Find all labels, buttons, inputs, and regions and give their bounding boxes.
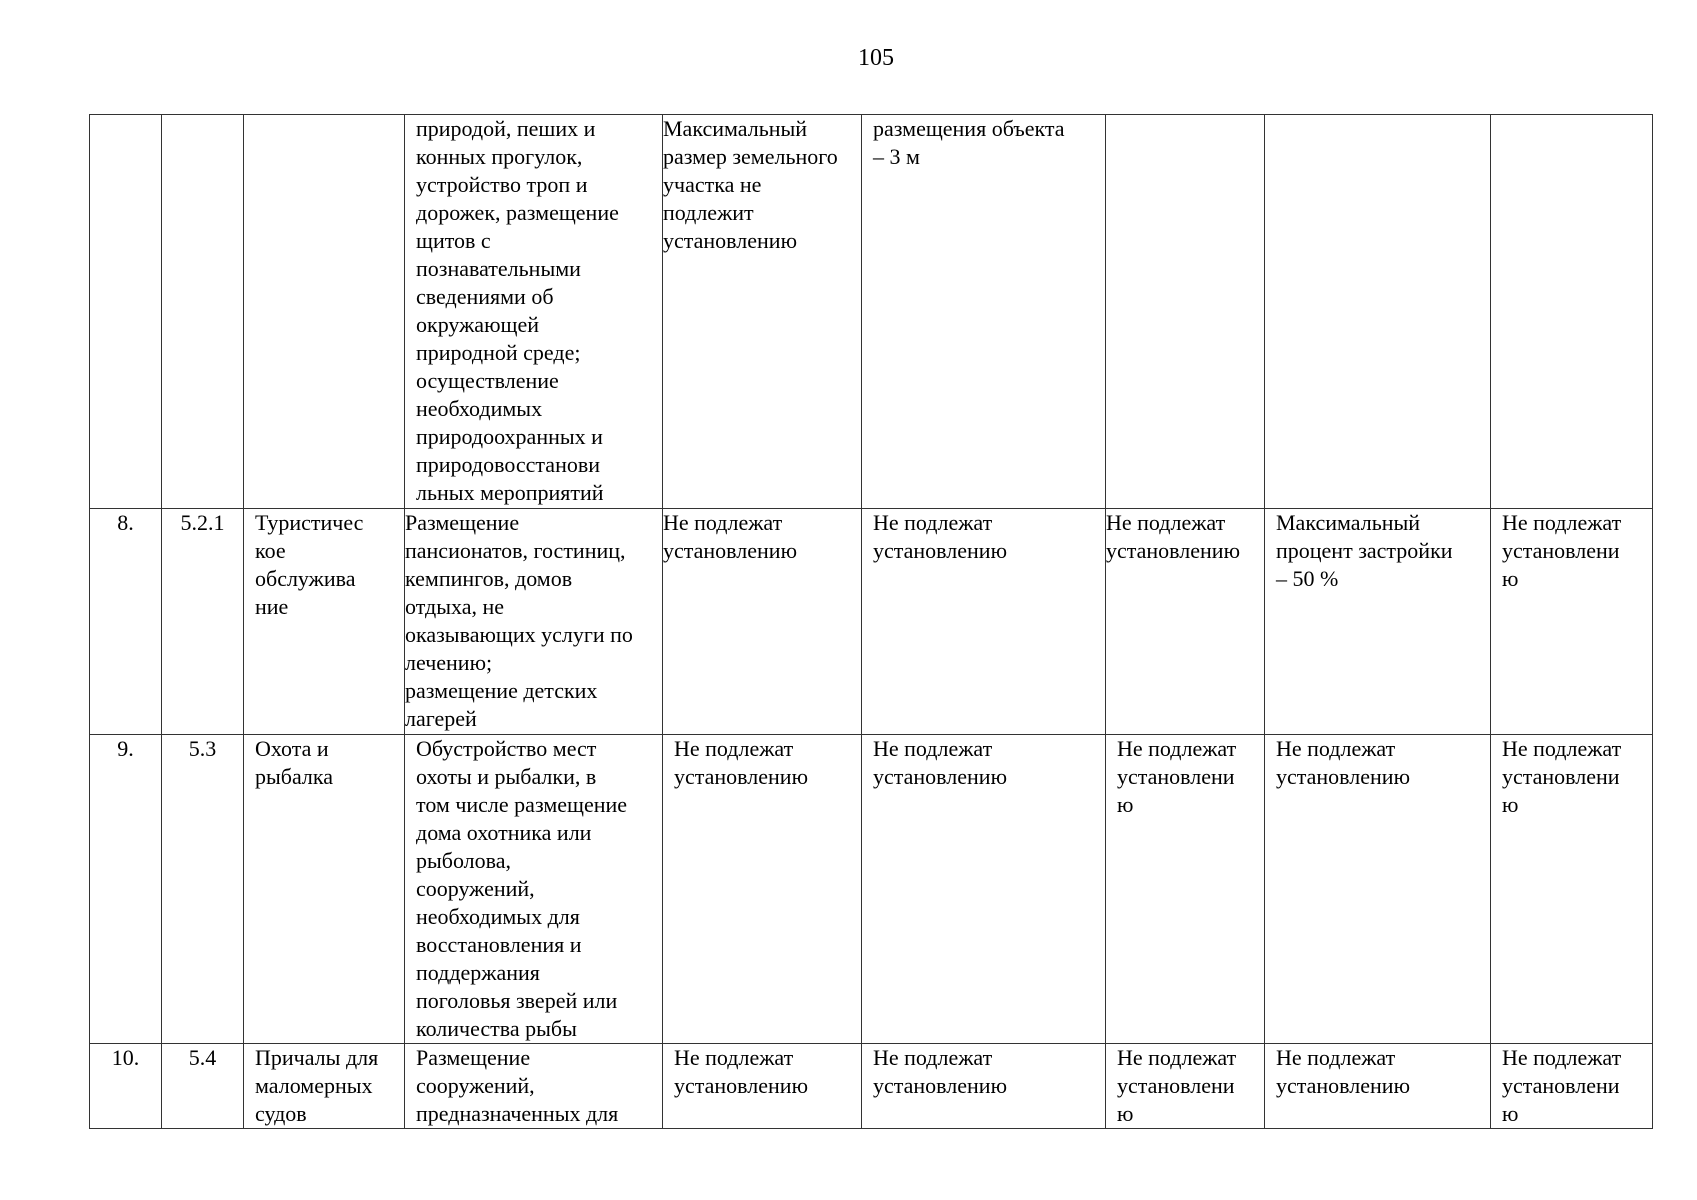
parameter-cell: Не подлежат установлению: [663, 1044, 862, 1129]
parameter-cell: Не подлежат установлени ю: [1491, 735, 1653, 1044]
page-number: 105: [858, 45, 894, 71]
table-row: [90, 509, 1653, 735]
code-cell: 5.4: [162, 1044, 244, 1129]
description-cell: Размещение сооружений, предназначенных для: [405, 1044, 663, 1129]
parameter-cell: Не подлежат установлению: [1265, 1044, 1491, 1129]
description-cell: природой, пеших и конных прогулок, устройство троп и дорожек, размещение щитов с познавательными сведениями об окружающей природной среде; осуществление необходимых природоохранных и природовосстанови льных мероприятий: [405, 115, 663, 509]
row-number-cell: 9.: [90, 735, 162, 1044]
name-cell: Туристичес кое обслужива ние: [244, 509, 405, 735]
parameter-cell: Не подлежат установлени ю: [1106, 735, 1265, 1044]
parameter-cell: [1491, 115, 1653, 509]
parameter-cell: Не подлежат установлению: [663, 509, 862, 735]
regulations-table: [89, 114, 1653, 1129]
parameter-cell: [1265, 115, 1491, 509]
description-cell: Размещение пансионатов, гостиниц, кемпингов, домов отдыха, не оказывающих услуги по лечению; размещение детских лагерей: [405, 509, 663, 735]
name-cell: Причалы для маломерных судов: [244, 1044, 405, 1129]
code-cell: 5.3: [162, 735, 244, 1044]
parameter-cell: [1106, 115, 1265, 509]
parameter-cell: Не подлежат установлени ю: [1491, 509, 1653, 735]
parameter-cell: Не подлежат установлению: [1265, 735, 1491, 1044]
table-row: [90, 735, 1653, 1044]
parameter-cell: Не подлежат установлени ю: [1491, 1044, 1653, 1129]
parameter-cell: Не подлежат установлению: [1106, 509, 1265, 735]
parameter-cell: Не подлежат установлению: [862, 1044, 1106, 1129]
parameter-cell: Максимальный процент застройки – 50 %: [1265, 509, 1491, 735]
parameter-cell: Не подлежат установлени ю: [1106, 1044, 1265, 1129]
code-cell: [162, 115, 244, 509]
parameter-cell: размещения объекта – 3 м: [862, 115, 1106, 509]
row-number-cell: 10.: [90, 1044, 162, 1129]
row-number-cell: [90, 115, 162, 509]
parameter-cell: Не подлежат установлению: [862, 509, 1106, 735]
row-number-cell: 8.: [90, 509, 162, 735]
description-cell: Обустройство мест охоты и рыбалки, в том числе размещение дома охотника или рыболова, сооружений, необходимых для восстановления и поддержания поголовья зверей или количества рыбы: [405, 735, 663, 1044]
name-cell: Охота и рыбалка: [244, 735, 405, 1044]
name-cell: [244, 115, 405, 509]
parameter-cell: Не подлежат установлению: [862, 735, 1106, 1044]
parameter-cell: Не подлежат установлению: [663, 735, 862, 1044]
table-row-continuation: [90, 115, 1653, 509]
table-row: [90, 1044, 1653, 1129]
code-cell: 5.2.1: [162, 509, 244, 735]
parameter-cell: Максимальный размер земельного участка не подлежит установлению: [663, 115, 862, 509]
